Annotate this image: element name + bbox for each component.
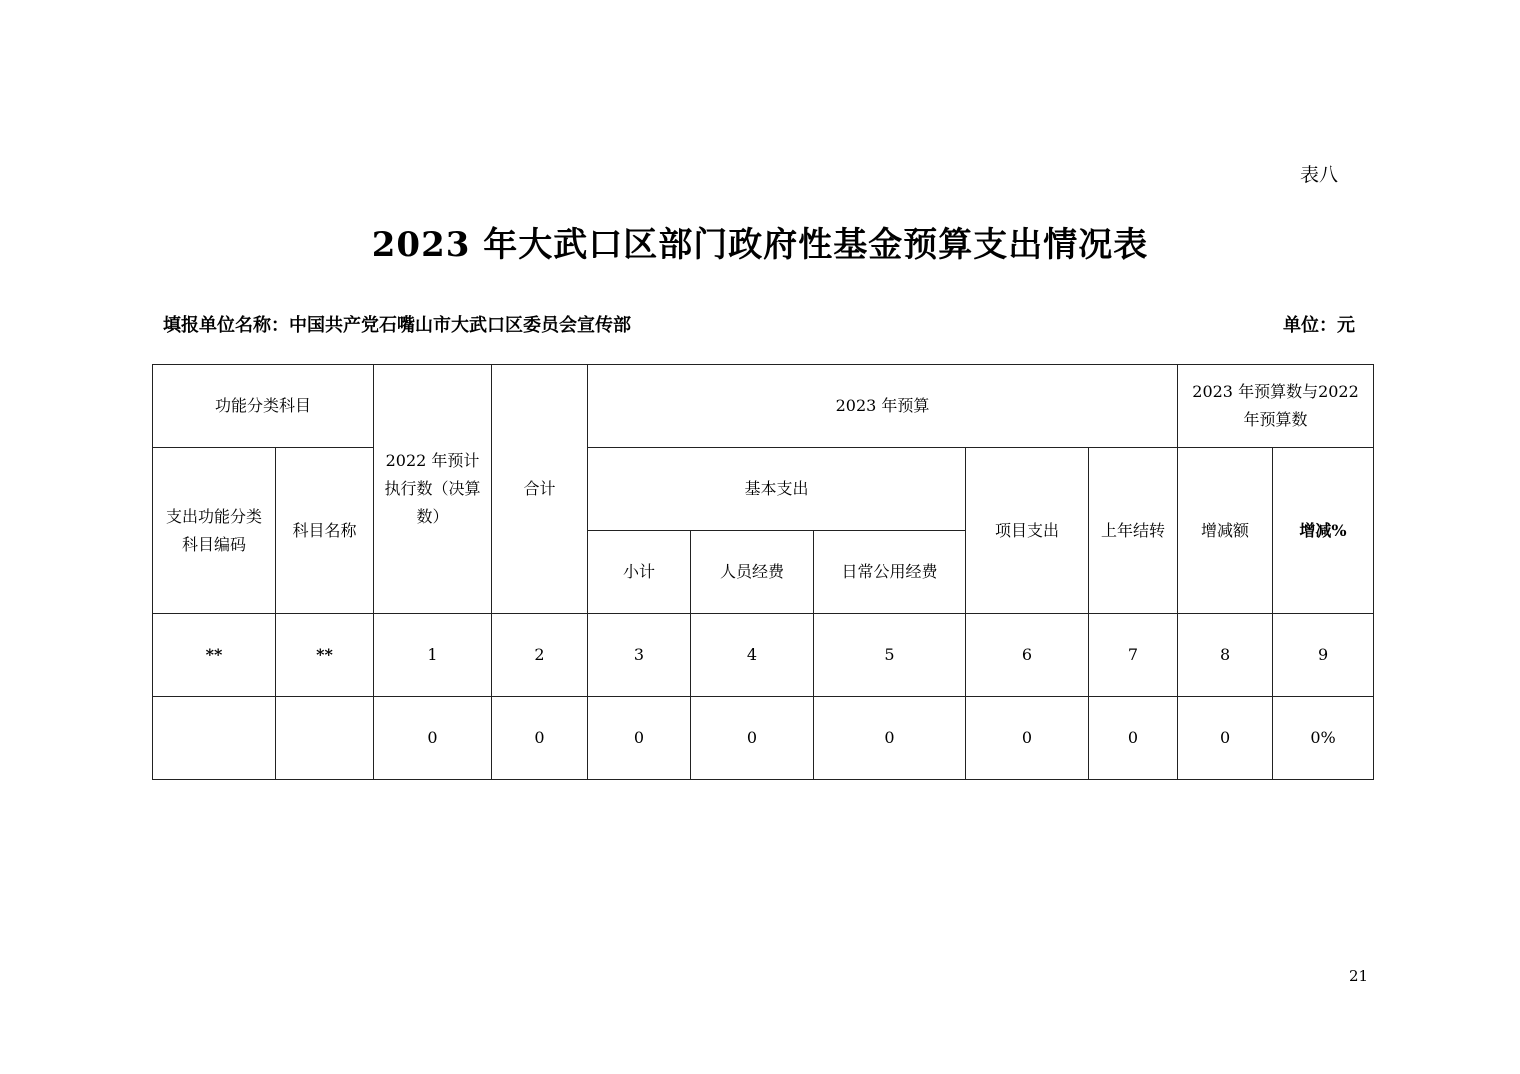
data-row [153,697,1374,780]
index-cell: ** [276,614,374,697]
header-subject-name: 科目名称 [276,448,374,614]
data-cell: 0 [1178,697,1273,780]
currency-unit-label: 单位：元 [1283,315,1355,336]
index-cell: 8 [1178,614,1273,697]
budget-expenditure-table [152,364,1374,780]
header-change-percent: 增减% [1273,448,1374,614]
data-cell: 0 [492,697,588,780]
header-project-expense: 项目支出 [966,448,1089,614]
index-row [153,614,1374,697]
header-expense-code: 支出功能分类科目编码 [153,448,276,614]
data-cell: 0% [1273,697,1374,780]
index-cell: 1 [374,614,492,697]
index-cell: 2 [492,614,588,697]
index-cell: 9 [1273,614,1374,697]
index-cell: 6 [966,614,1089,697]
data-cell: 0 [814,697,966,780]
data-cell [153,697,276,780]
page-title: 2023 年大武口区部门政府性基金预算支出情况表 [371,225,1149,265]
header-daily-public-expense: 日常公用经费 [814,531,966,614]
header-personnel-expense: 人员经费 [691,531,814,614]
data-cell: 0 [588,697,691,780]
header-total: 合计 [492,365,588,614]
header-basic-expense: 基本支出 [588,448,966,531]
header-budget-comparison: 2023 年预算数与2022 年预算数 [1178,365,1374,448]
header-budget-2023: 2023 年预算 [588,365,1178,448]
data-cell [276,697,374,780]
index-cell: 3 [588,614,691,697]
index-cell: 7 [1089,614,1178,697]
table-label: 表八 [1300,164,1339,186]
index-cell: 4 [691,614,814,697]
header-subtotal: 小计 [588,531,691,614]
index-cell: ** [153,614,276,697]
header-carryover: 上年结转 [1089,448,1178,614]
header-prior-year-execution: 2022 年预计执行数（决算数） [374,365,492,614]
index-cell: 5 [814,614,966,697]
data-cell: 0 [966,697,1089,780]
reporting-unit-name: 填报单位名称：中国共产党石嘴山市大武口区委员会宣传部 [163,315,631,336]
header-function-category: 功能分类科目 [153,365,374,448]
page-number: 21 [1349,967,1369,985]
data-cell: 0 [1089,697,1178,780]
header-change-amount: 增减额 [1178,448,1273,614]
data-cell: 0 [691,697,814,780]
data-cell: 0 [374,697,492,780]
